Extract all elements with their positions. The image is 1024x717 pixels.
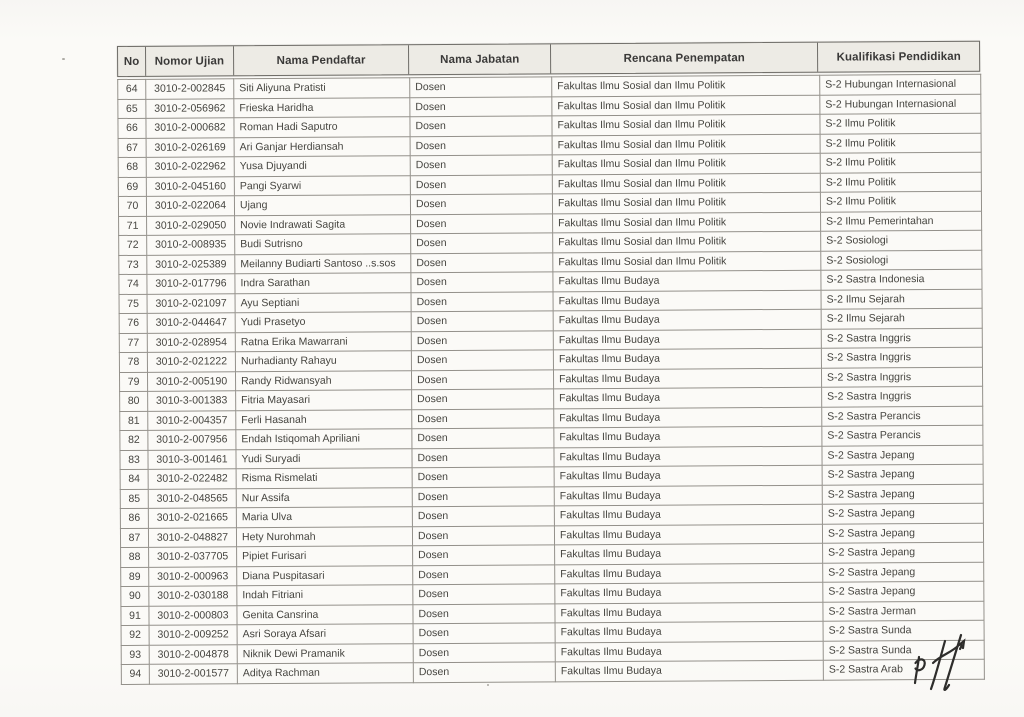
cell-no: 65 xyxy=(118,99,146,119)
cell-nomor-ujian: 3010-2-021665 xyxy=(148,508,236,528)
cell-nama-jabatan: Dosen xyxy=(411,233,553,253)
cell-no: 78 xyxy=(119,352,147,372)
cell-rencana-penempatan: Fakultas Ilmu Budaya xyxy=(553,290,821,311)
cell-kualifikasi-pendidikan: S-2 Sastra Jepang xyxy=(823,542,984,562)
cell-kualifikasi-pendidikan: S-2 Sastra Perancis xyxy=(822,406,983,426)
cell-kualifikasi-pendidikan: S-2 Sastra Jepang xyxy=(822,484,983,504)
cell-nama-jabatan: Dosen xyxy=(411,252,553,272)
cell-nomor-ujian: 3010-2-045160 xyxy=(146,176,234,196)
column-header-nama-jabatan: Nama Jabatan xyxy=(409,44,551,74)
cell-nomor-ujian: 3010-2-021222 xyxy=(147,352,235,372)
cell-nama-pendaftar: Asri Soraya Afsari xyxy=(237,624,413,645)
cell-kualifikasi-pendidikan: S-2 Hubungan Internasional xyxy=(820,74,981,94)
cell-nama-jabatan: Dosen xyxy=(411,213,553,233)
cell-kualifikasi-pendidikan: S-2 Sastra Jerman xyxy=(823,601,984,621)
column-header-nama-pendaftar: Nama Pendaftar xyxy=(234,45,410,75)
cell-nomor-ujian: 3010-2-000682 xyxy=(146,118,234,138)
cell-nomor-ujian: 3010-2-022064 xyxy=(146,196,234,216)
cell-no: 64 xyxy=(118,79,146,99)
cell-nama-pendaftar: Nurhadianty Rahayu xyxy=(235,351,411,372)
cell-rencana-penempatan: Fakultas Ilmu Budaya xyxy=(554,407,822,428)
cell-nama-pendaftar: Randy Ridwansyah xyxy=(235,370,411,391)
cell-nomor-ujian: 3010-2-001577 xyxy=(149,664,237,684)
cell-no: 88 xyxy=(121,547,149,567)
cell-nama-jabatan: Dosen xyxy=(411,330,553,350)
cell-nomor-ujian: 3010-2-000963 xyxy=(149,566,237,586)
cell-no: 66 xyxy=(118,118,146,138)
cell-nomor-ujian: 3010-3-001383 xyxy=(148,391,236,411)
cell-no: 94 xyxy=(121,664,149,684)
cell-no: 83 xyxy=(120,450,148,470)
cell-rencana-penempatan: Fakultas Ilmu Sosial dan Ilmu Politik xyxy=(553,251,821,272)
cell-nama-pendaftar: Ari Ganjar Herdiansah xyxy=(234,136,410,157)
cell-nama-pendaftar: Diana Puspitasari xyxy=(237,565,413,586)
cell-nomor-ujian: 3010-2-000803 xyxy=(149,605,237,625)
cell-nama-pendaftar: Siti Aliyuna Pratisti xyxy=(234,78,410,99)
cell-no: 73 xyxy=(119,255,147,275)
cell-nama-pendaftar: Fitria Mayasari xyxy=(236,390,412,411)
cell-nomor-ujian: 3010-2-037705 xyxy=(149,547,237,567)
cell-nomor-ujian: 3010-2-056962 xyxy=(146,98,234,118)
cell-rencana-penempatan: Fakultas Ilmu Budaya xyxy=(553,348,821,369)
cell-rencana-penempatan: Fakultas Ilmu Budaya xyxy=(553,309,821,330)
cell-no: 71 xyxy=(119,216,147,236)
cell-nomor-ujian: 3010-2-044647 xyxy=(147,313,235,333)
cell-nama-jabatan: Dosen xyxy=(412,467,554,487)
cell-nama-pendaftar: Yudi Prasetyo xyxy=(235,312,411,333)
cell-rencana-penempatan: Fakultas Ilmu Budaya xyxy=(555,582,823,603)
cell-rencana-penempatan: Fakultas Ilmu Sosial dan Ilmu Politik xyxy=(552,192,820,213)
cell-kualifikasi-pendidikan: S-2 Sastra Perancis xyxy=(822,425,983,445)
cell-no: 75 xyxy=(119,294,147,314)
cell-nomor-ujian: 3010-2-004878 xyxy=(149,644,237,664)
cell-no: 90 xyxy=(121,586,149,606)
paper-speck xyxy=(62,58,65,60)
cell-nama-pendaftar: Ratna Erika Mawarrani xyxy=(235,331,411,352)
column-header-nomor-ujian: Nomor Ujian xyxy=(146,46,234,76)
cell-nama-pendaftar: Nur Assifa xyxy=(236,487,412,508)
cell-kualifikasi-pendidikan: S-2 Ilmu Politik xyxy=(820,113,981,133)
cell-nama-jabatan: Dosen xyxy=(412,408,554,428)
cell-rencana-penempatan: Fakultas Ilmu Budaya xyxy=(553,329,821,350)
cell-nama-jabatan: Dosen xyxy=(413,662,555,682)
cell-kualifikasi-pendidikan: S-2 Sosiologi xyxy=(821,250,982,270)
cell-nama-pendaftar: Novie Indrawati Sagita xyxy=(235,214,411,235)
cell-nama-jabatan: Dosen xyxy=(410,155,552,175)
cell-nama-jabatan: Dosen xyxy=(413,584,555,604)
cell-nama-pendaftar: Pangi Syarwi xyxy=(234,175,410,196)
cell-nama-pendaftar: Meilanny Budiarti Santoso ..s.sos xyxy=(235,253,411,274)
cell-nomor-ujian: 3010-3-001461 xyxy=(148,449,236,469)
cell-kualifikasi-pendidikan: S-2 Ilmu Sejarah xyxy=(821,289,982,309)
cell-no: 70 xyxy=(118,196,146,216)
cell-nomor-ujian: 3010-2-028954 xyxy=(147,332,235,352)
cell-rencana-penempatan: Fakultas Ilmu Budaya xyxy=(554,524,822,545)
cell-nama-jabatan: Dosen xyxy=(410,77,552,97)
cell-rencana-penempatan: Fakultas Ilmu Budaya xyxy=(555,641,823,662)
cell-kualifikasi-pendidikan: S-2 Ilmu Sejarah xyxy=(821,308,982,328)
cell-rencana-penempatan: Fakultas Ilmu Budaya xyxy=(555,660,823,681)
cell-rencana-penempatan: Fakultas Ilmu Sosial dan Ilmu Politik xyxy=(553,212,821,233)
cell-no: 74 xyxy=(119,274,147,294)
cell-no: 77 xyxy=(119,333,147,353)
cell-rencana-penempatan: Fakultas Ilmu Budaya xyxy=(554,426,822,447)
cell-nama-pendaftar: Roman Hadi Saputro xyxy=(234,117,410,138)
cell-nomor-ujian: 3010-2-030188 xyxy=(149,586,237,606)
cell-no: 67 xyxy=(118,138,146,158)
cell-nama-pendaftar: Hety Nurohmah xyxy=(236,526,412,547)
cell-nama-jabatan: Dosen xyxy=(411,291,553,311)
cell-rencana-penempatan: Fakultas Ilmu Budaya xyxy=(554,446,822,467)
cell-kualifikasi-pendidikan: S-2 Ilmu Politik xyxy=(820,172,981,192)
column-header-no: No xyxy=(118,47,146,76)
cell-rencana-penempatan: Fakultas Ilmu Budaya xyxy=(555,621,823,642)
cell-rencana-penempatan: Fakultas Ilmu Sosial dan Ilmu Politik xyxy=(552,173,820,194)
cell-no: 68 xyxy=(118,157,146,177)
cell-rencana-penempatan: Fakultas Ilmu Sosial dan Ilmu Politik xyxy=(552,75,820,96)
cell-no: 80 xyxy=(120,391,148,411)
cell-nama-pendaftar: Frieska Haridha xyxy=(234,97,410,118)
cell-nomor-ujian: 3010-2-021097 xyxy=(147,293,235,313)
cell-kualifikasi-pendidikan: S-2 Sastra Jepang xyxy=(823,581,984,601)
cell-rencana-penempatan: Fakultas Ilmu Budaya xyxy=(554,504,822,525)
cell-nama-jabatan: Dosen xyxy=(413,642,555,662)
cell-rencana-penempatan: Fakultas Ilmu Sosial dan Ilmu Politik xyxy=(552,95,820,116)
cell-nama-jabatan: Dosen xyxy=(410,116,552,136)
cell-nama-jabatan: Dosen xyxy=(410,135,552,155)
cell-nomor-ujian: 3010-2-004357 xyxy=(148,410,236,430)
paper-speck xyxy=(487,684,489,686)
cell-rencana-penempatan: Fakultas Ilmu Budaya xyxy=(553,368,821,389)
handwritten-initials xyxy=(893,627,979,705)
cell-kualifikasi-pendidikan: S-2 Sastra Jepang xyxy=(822,445,983,465)
cell-rencana-penempatan: Fakultas Ilmu Budaya xyxy=(554,465,822,486)
cell-kualifikasi-pendidikan: S-2 Ilmu Politik xyxy=(820,133,981,153)
cell-kualifikasi-pendidikan: S-2 Sastra Jepang xyxy=(823,562,984,582)
cell-no: 92 xyxy=(121,625,149,645)
cell-nama-pendaftar: Pipiet Furisari xyxy=(237,546,413,567)
cell-nomor-ujian: 3010-2-017796 xyxy=(147,274,235,294)
cell-nama-jabatan: Dosen xyxy=(411,272,553,292)
cell-rencana-penempatan: Fakultas Ilmu Sosial dan Ilmu Politik xyxy=(553,231,821,252)
cell-nomor-ujian: 3010-2-022482 xyxy=(148,469,236,489)
cell-no: 76 xyxy=(119,313,147,333)
cell-kualifikasi-pendidikan: S-2 Sastra Indonesia xyxy=(821,269,982,289)
cell-kualifikasi-pendidikan: S-2 Ilmu Politik xyxy=(820,152,981,172)
cell-nama-pendaftar: Ayu Septiani xyxy=(235,292,411,313)
cell-nama-jabatan: Dosen xyxy=(412,486,554,506)
column-header-kualifikasi-pendidikan: Kualifikasi Pendidikan xyxy=(836,50,961,64)
cell-no: 89 xyxy=(121,567,149,587)
cell-kualifikasi-pendidikan: S-2 Sastra Inggris xyxy=(821,347,982,367)
cell-kualifikasi-pendidikan: S-2 Sastra Arab xyxy=(823,659,984,679)
cell-kualifikasi-pendidikan: S-2 Ilmu Pemerintahan xyxy=(821,211,982,231)
cell-kualifikasi-pendidikan: S-2 Sastra Inggris xyxy=(821,367,982,387)
cell-no: 79 xyxy=(119,372,147,392)
cell-nama-jabatan: Dosen xyxy=(412,389,554,409)
cell-no: 87 xyxy=(120,528,148,548)
applicants-table xyxy=(117,41,984,685)
cell-nama-pendaftar: Endah Istiqomah Apriliani xyxy=(236,429,412,450)
cell-kualifikasi-pendidikan: S-2 Sosiologi xyxy=(821,230,982,250)
cell-nama-jabatan: Dosen xyxy=(412,506,554,526)
cell-nama-pendaftar: Indra Sarathan xyxy=(235,273,411,294)
cell-no: 86 xyxy=(120,508,148,528)
cell-nama-jabatan: Dosen xyxy=(413,603,555,623)
table-header-row xyxy=(117,41,980,77)
cell-nomor-ujian: 3010-2-029050 xyxy=(147,215,235,235)
cell-rencana-penempatan: Fakultas Ilmu Budaya xyxy=(555,563,823,584)
cell-nama-pendaftar: Budi Sutrisno xyxy=(235,234,411,255)
cell-nomor-ujian: 3010-2-007956 xyxy=(148,430,236,450)
cell-kualifikasi-pendidikan: S-2 Sastra Jepang xyxy=(822,523,983,543)
cell-nomor-ujian: 3010-2-009252 xyxy=(149,625,237,645)
cell-kualifikasi-pendidikan: S-2 Sastra Sunda xyxy=(823,620,984,640)
cell-nama-pendaftar: Niknik Dewi Pramanik xyxy=(237,643,413,664)
cell-nama-pendaftar: Ferli Hasanah xyxy=(236,409,412,430)
cell-kualifikasi-pendidikan: S-2 Sastra Inggris xyxy=(821,328,982,348)
cell-nama-jabatan: Dosen xyxy=(412,525,554,545)
cell-nomor-ujian: 3010-2-026169 xyxy=(146,137,234,157)
cell-nama-jabatan: Dosen xyxy=(410,174,552,194)
cell-nomor-ujian: 3010-2-048827 xyxy=(148,527,236,547)
cell-kualifikasi-pendidikan: S-2 Sastra Jepang xyxy=(822,503,983,523)
cell-nama-jabatan: Dosen xyxy=(411,350,553,370)
cell-no: 85 xyxy=(120,489,148,509)
cell-rencana-penempatan: Fakultas Ilmu Budaya xyxy=(555,602,823,623)
cell-no: 81 xyxy=(120,411,148,431)
cell-nama-jabatan: Dosen xyxy=(413,623,555,643)
cell-kualifikasi-pendidikan: S-2 Sastra Sunda xyxy=(823,640,984,660)
cell-nama-jabatan: Dosen xyxy=(413,545,555,565)
cell-nama-jabatan: Dosen xyxy=(411,311,553,331)
column-header-rencana-penempatan: Rencana Penempatan xyxy=(551,43,819,74)
cell-kualifikasi-pendidikan: S-2 Ilmu Politik xyxy=(820,191,981,211)
cell-nomor-ujian: 3010-2-022962 xyxy=(146,157,234,177)
cell-rencana-penempatan: Fakultas Ilmu Sosial dan Ilmu Politik xyxy=(552,114,820,135)
cell-nama-jabatan: Dosen xyxy=(410,96,552,116)
cell-no: 84 xyxy=(120,469,148,489)
cell-nama-pendaftar: Maria Ulva xyxy=(236,507,412,528)
cell-rencana-penempatan: Fakultas Ilmu Budaya xyxy=(554,485,822,506)
cell-nomor-ujian: 3010-2-008935 xyxy=(147,235,235,255)
cell-rencana-penempatan: Fakultas Ilmu Budaya xyxy=(554,387,822,408)
cell-nama-jabatan: Dosen xyxy=(413,564,555,584)
cell-nomor-ujian: 3010-2-005190 xyxy=(147,371,235,391)
table-body xyxy=(117,74,985,685)
cell-rencana-penempatan: Fakultas Ilmu Sosial dan Ilmu Politik xyxy=(552,153,820,174)
cell-nama-pendaftar: Ujang xyxy=(234,195,410,216)
cell-nama-jabatan: Dosen xyxy=(412,447,554,467)
cell-nomor-ujian: 3010-2-002845 xyxy=(146,79,234,99)
cell-rencana-penempatan: Fakultas Ilmu Budaya xyxy=(553,270,821,291)
cell-no: 91 xyxy=(121,606,149,626)
cell-nama-pendaftar: Indah Fitriani xyxy=(237,585,413,606)
cell-nama-pendaftar: Risma Rismelati xyxy=(236,468,412,489)
cell-rencana-penempatan: Fakultas Ilmu Sosial dan Ilmu Politik xyxy=(552,134,820,155)
cell-nama-pendaftar: Yudi Suryadi xyxy=(236,448,412,469)
cell-kualifikasi-pendidikan: S-2 Sastra Jepang xyxy=(822,464,983,484)
cell-nomor-ujian: 3010-2-025389 xyxy=(147,254,235,274)
cell-nama-pendaftar: Aditya Rachman xyxy=(237,663,413,684)
cell-no: 93 xyxy=(121,645,149,665)
cell-no: 82 xyxy=(120,430,148,450)
cell-kualifikasi-pendidikan: S-2 Hubungan Internasional xyxy=(820,94,981,114)
cell-nomor-ujian: 3010-2-048565 xyxy=(148,488,236,508)
cell-nama-pendaftar: Yusa Djuyandi xyxy=(234,156,410,177)
cell-nama-pendaftar: Genita Cansrina xyxy=(237,604,413,625)
cell-nama-jabatan: Dosen xyxy=(411,369,553,389)
cell-nama-jabatan: Dosen xyxy=(410,194,552,214)
cell-nama-jabatan: Dosen xyxy=(412,428,554,448)
cell-no: 69 xyxy=(118,177,146,197)
cell-kualifikasi-pendidikan: S-2 Sastra Inggris xyxy=(822,386,983,406)
cell-rencana-penempatan: Fakultas Ilmu Budaya xyxy=(555,543,823,564)
cell-no: 72 xyxy=(119,235,147,255)
